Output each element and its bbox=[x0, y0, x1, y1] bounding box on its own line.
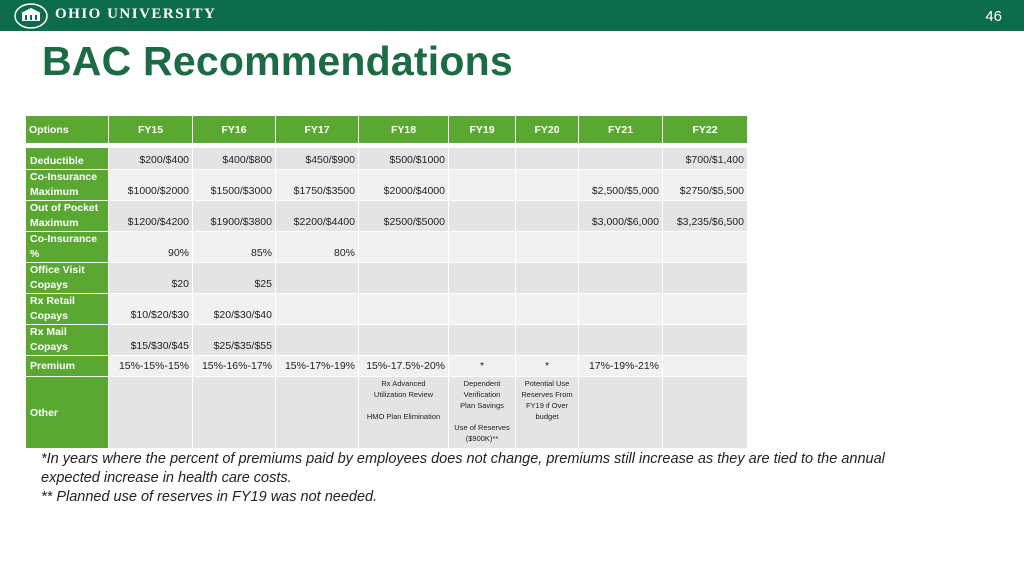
table-cell bbox=[579, 377, 663, 449]
table-row bbox=[26, 148, 748, 170]
table-cell: $2000/$4000 bbox=[359, 170, 449, 201]
column-header: FY16 bbox=[193, 116, 276, 144]
row-label-line: Rx Mail bbox=[30, 326, 67, 338]
table-cell: $20 bbox=[109, 263, 193, 294]
table-cell: * bbox=[449, 356, 516, 377]
table-cell bbox=[449, 294, 516, 325]
table-cell bbox=[579, 294, 663, 325]
table-cell bbox=[516, 294, 579, 325]
table-cell: 15%-17%-19% bbox=[276, 356, 359, 377]
row-label-line: Deductible bbox=[30, 155, 84, 167]
row-label bbox=[26, 170, 109, 201]
table-cell: $1000/$2000 bbox=[109, 170, 193, 201]
note-gap bbox=[451, 411, 513, 422]
university-seal-icon bbox=[14, 3, 48, 29]
column-header: FY22 bbox=[663, 116, 748, 144]
note-line: Use of Reserves bbox=[454, 423, 510, 432]
footnotes bbox=[41, 450, 941, 507]
table-row bbox=[26, 356, 748, 377]
row-label-line: Co-Insurance bbox=[30, 171, 98, 183]
note-line: ($900K)** bbox=[465, 434, 499, 443]
note-line: Utilization Review bbox=[373, 390, 434, 399]
table-header-row bbox=[26, 116, 748, 144]
table-row bbox=[26, 294, 748, 325]
note-line: Potential Use bbox=[524, 379, 570, 388]
row-label bbox=[26, 294, 109, 325]
table-cell: 15%-16%-17% bbox=[193, 356, 276, 377]
table-cell bbox=[449, 325, 516, 356]
table-cell bbox=[276, 263, 359, 294]
table-cell: $1900/$3800 bbox=[193, 201, 276, 232]
row-label-line: Maximum bbox=[30, 217, 79, 229]
table-cell bbox=[663, 377, 748, 449]
table-cell bbox=[516, 148, 579, 170]
table-cell bbox=[276, 325, 359, 356]
table-cell bbox=[579, 263, 663, 294]
row-label bbox=[26, 263, 109, 294]
row-label-line: Out of Pocket bbox=[30, 202, 99, 214]
table-cell bbox=[276, 294, 359, 325]
table-cell bbox=[193, 377, 276, 449]
column-header: Options bbox=[26, 116, 109, 144]
table-cell: $500/$1000 bbox=[359, 148, 449, 170]
table-cell bbox=[663, 232, 748, 263]
note-line: Dependent bbox=[463, 379, 501, 388]
table-cell: $200/$400 bbox=[109, 148, 193, 170]
table-cell: $450/$900 bbox=[276, 148, 359, 170]
page-title: BAC Recommendations bbox=[42, 38, 513, 84]
table-cell: $20/$30/$40 bbox=[193, 294, 276, 325]
table-cell bbox=[579, 232, 663, 263]
row-label bbox=[26, 325, 109, 356]
table-cell: * bbox=[516, 356, 579, 377]
table-cell bbox=[579, 148, 663, 170]
row-label-line: Co-Insurance bbox=[30, 233, 98, 245]
table-cell bbox=[276, 377, 359, 449]
table-cell bbox=[449, 148, 516, 170]
table-row-other bbox=[26, 377, 748, 449]
row-label bbox=[26, 148, 109, 170]
row-label-line: Office Visit bbox=[30, 264, 85, 276]
table-cell bbox=[516, 170, 579, 201]
row-label bbox=[26, 232, 109, 263]
table-cell: $1750/$3500 bbox=[276, 170, 359, 201]
university-name: OHIO UNIVERSITY bbox=[55, 6, 217, 22]
table-row bbox=[26, 232, 748, 263]
table-cell: $3,000/$6,000 bbox=[579, 201, 663, 232]
table-cell: $10/$20/$30 bbox=[109, 294, 193, 325]
note-gap bbox=[361, 400, 446, 411]
table-cell: $400/$800 bbox=[193, 148, 276, 170]
table-cell bbox=[516, 325, 579, 356]
table-cell: $15/$30/$45 bbox=[109, 325, 193, 356]
table-cell bbox=[449, 201, 516, 232]
table-cell: $2750/$5,500 bbox=[663, 170, 748, 201]
table-cell bbox=[109, 377, 193, 449]
table-cell bbox=[663, 294, 748, 325]
table-cell bbox=[663, 356, 748, 377]
table-cell: 15%-17.5%-20% bbox=[359, 356, 449, 377]
footnote-premium: *In years where the percent of premiums paid by employees does not change, premiums still increase as they are tied to the annual expected increase in health care costs. bbox=[41, 451, 885, 486]
note-line: HMO Plan Elimination bbox=[366, 412, 441, 421]
table-cell bbox=[359, 294, 449, 325]
column-header: FY15 bbox=[109, 116, 193, 144]
row-label bbox=[26, 356, 109, 377]
table-row bbox=[26, 201, 748, 232]
row-label-line: Maximum bbox=[30, 186, 79, 198]
row-label-line: Copays bbox=[30, 279, 68, 291]
table-cell bbox=[449, 170, 516, 201]
note-line: Reserves From bbox=[521, 390, 573, 399]
note-line: Verification bbox=[463, 390, 501, 399]
table-cell: $25/$35/$55 bbox=[193, 325, 276, 356]
table-cell: $700/$1,400 bbox=[663, 148, 748, 170]
table-cell bbox=[449, 232, 516, 263]
table-cell-note bbox=[449, 377, 516, 449]
table-cell: 90% bbox=[109, 232, 193, 263]
page-number: 46 bbox=[985, 8, 1002, 25]
table-cell: 17%-19%-21% bbox=[579, 356, 663, 377]
table-cell bbox=[359, 232, 449, 263]
table-cell bbox=[579, 325, 663, 356]
table-cell: 80% bbox=[276, 232, 359, 263]
table-cell: $1500/$3000 bbox=[193, 170, 276, 201]
table-cell bbox=[516, 201, 579, 232]
column-header: FY19 bbox=[449, 116, 516, 144]
column-header: FY18 bbox=[359, 116, 449, 144]
table-cell bbox=[516, 263, 579, 294]
table-cell: 85% bbox=[193, 232, 276, 263]
row-label-line: Copays bbox=[30, 341, 68, 353]
table-row bbox=[26, 170, 748, 201]
column-header: FY17 bbox=[276, 116, 359, 144]
column-header: FY21 bbox=[579, 116, 663, 144]
row-label bbox=[26, 201, 109, 232]
table-cell: $2,500/$5,000 bbox=[579, 170, 663, 201]
table-cell: $2500/$5000 bbox=[359, 201, 449, 232]
table-cell: $25 bbox=[193, 263, 276, 294]
table-cell: $3,235/$6,500 bbox=[663, 201, 748, 232]
footnote-reserves: ** Planned use of reserves in FY19 was not needed. bbox=[41, 489, 378, 505]
table-cell-note bbox=[359, 377, 449, 449]
table-cell: $1200/$4200 bbox=[109, 201, 193, 232]
recommendations-table bbox=[25, 115, 748, 449]
table-cell bbox=[516, 232, 579, 263]
row-label-line: % bbox=[30, 248, 40, 260]
row-label: Other bbox=[26, 377, 109, 449]
note-line: Rx Advanced bbox=[381, 379, 426, 388]
note-line: Plan Savings bbox=[460, 401, 504, 410]
table-row bbox=[26, 325, 748, 356]
note-line: FY19 if Over bbox=[525, 401, 569, 410]
table-cell bbox=[449, 263, 516, 294]
row-label-line: Premium bbox=[30, 359, 75, 372]
table-cell bbox=[359, 263, 449, 294]
table-cell: $2200/$4400 bbox=[276, 201, 359, 232]
note-line: budget bbox=[535, 412, 559, 421]
table-cell: 15%-15%-15% bbox=[109, 356, 193, 377]
row-label-line: Copays bbox=[30, 310, 68, 322]
header-bar bbox=[0, 0, 1024, 31]
table-cell bbox=[663, 325, 748, 356]
column-header: FY20 bbox=[516, 116, 579, 144]
table-cell bbox=[663, 263, 748, 294]
row-label-line: Rx Retail bbox=[30, 295, 75, 307]
table-cell-note bbox=[516, 377, 579, 449]
table-row bbox=[26, 263, 748, 294]
table-cell bbox=[359, 325, 449, 356]
